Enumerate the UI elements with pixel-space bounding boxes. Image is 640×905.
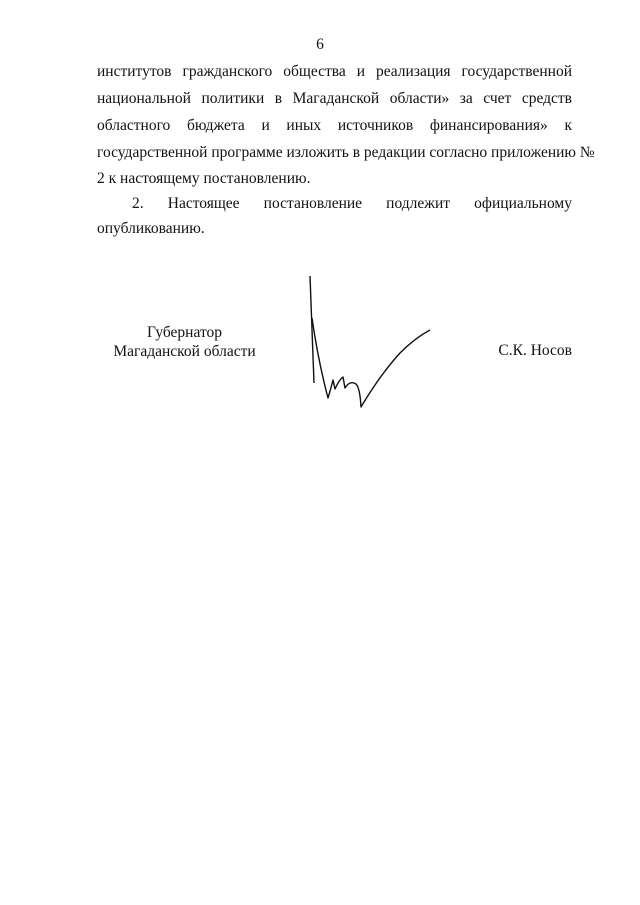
paragraph-1-line: областного бюджета и иных источников финансирования» к xyxy=(97,117,572,134)
signatory-name: С.К. Носов xyxy=(498,342,572,359)
paragraph-1-line: государственной программе изложить в редакции согласно приложению № xyxy=(97,144,595,161)
paragraph-2-text: 2. Настоящее постановление подлежит официальному xyxy=(132,195,572,212)
paragraph-1-line: национальной политики в Магаданской области» за счет средств xyxy=(97,90,572,107)
paragraph-2-line: опубликованию. xyxy=(97,220,205,237)
page-number: 6 xyxy=(316,36,324,53)
signatory-title-line2: Магаданской области xyxy=(113,343,256,360)
paragraph-1-line: институтов гражданского общества и реализация государственной xyxy=(97,63,572,80)
signatory-title-line1: Губернатор xyxy=(146,324,223,341)
paragraph-1-line: 2 к настоящему постановлению. xyxy=(97,170,311,187)
